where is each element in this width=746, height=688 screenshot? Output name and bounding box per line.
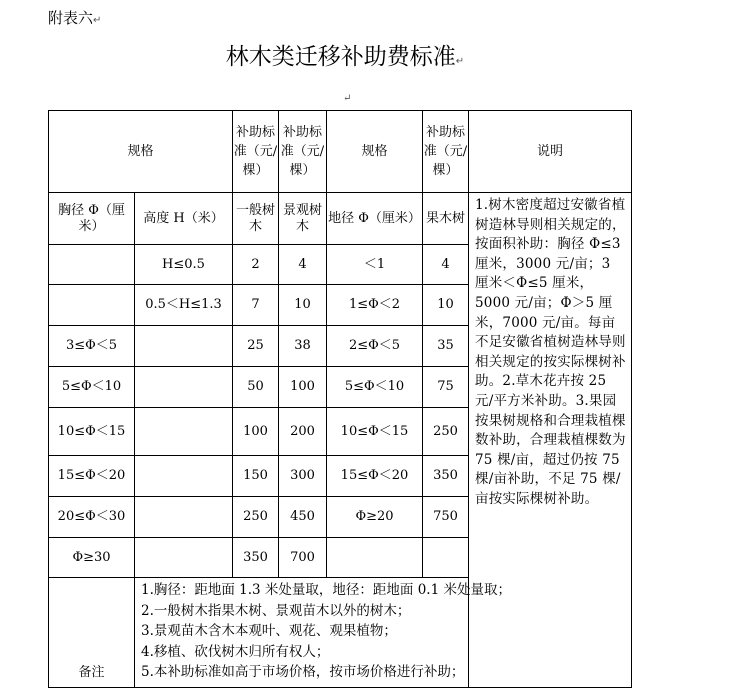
cell-height bbox=[135, 497, 233, 538]
cell-ground-diameter: 10≤Φ＜15 bbox=[327, 408, 423, 456]
cell-fruit: 75 bbox=[423, 367, 469, 408]
cell-ground-diameter: 5≤Φ＜10 bbox=[327, 367, 423, 408]
subheader-general: 一般树木 bbox=[233, 193, 279, 245]
cell-height: H≤0.5 bbox=[135, 245, 233, 285]
cell-diameter: 3≤Φ＜5 bbox=[49, 326, 135, 367]
cell-ground-diameter: 1≤Φ＜2 bbox=[327, 285, 423, 326]
cell-diameter: Φ≥30 bbox=[49, 538, 135, 578]
header-notes: 说明 bbox=[469, 111, 632, 193]
cell-ground-diameter: 15≤Φ＜20 bbox=[327, 456, 423, 497]
cell-ground-diameter: ＜1 bbox=[327, 245, 423, 285]
notes-cell: 1.树木密度超过安徽省植树造林导则相关规定的，按面积补助：胸径 Φ≤3 厘米，3000 元/亩；3 厘米＜Φ≤5 厘米，5000 元/亩；Φ＞5 厘米，7000 元/亩。每亩不足安徽省植树造林导则相关规定的按实际棵树补助。2.草木花卉按 25 元/平方米补助。3.果园按果树规格和合理栽植棵数补助，合理栽植棵数为 75 棵/亩，超过仍按 75 棵/亩补助，不足 75 棵/亩按实际棵树补助。 bbox=[469, 193, 632, 688]
cell-ground-diameter: Φ≥20 bbox=[327, 497, 423, 538]
cell-general: 350 bbox=[233, 538, 279, 578]
cell-general: 100 bbox=[233, 408, 279, 456]
cell-general: 2 bbox=[233, 245, 279, 285]
cell-ground-diameter: 2≤Φ＜5 bbox=[327, 326, 423, 367]
header-standard-landscape: 补助标准（元/棵） bbox=[279, 111, 327, 193]
cell-fruit: 10 bbox=[423, 285, 469, 326]
cell-landscape: 100 bbox=[279, 367, 327, 408]
paragraph-mark-icon: ↵ bbox=[343, 93, 352, 104]
cell-height bbox=[135, 538, 233, 578]
cell-landscape: 450 bbox=[279, 497, 327, 538]
cell-fruit bbox=[423, 538, 469, 578]
cell-general: 7 bbox=[233, 285, 279, 326]
cell-diameter: 15≤Φ＜20 bbox=[49, 456, 135, 497]
remark-line: 2.一般树木指果木树、景观苗木以外的树木； bbox=[141, 602, 411, 619]
remark-line: 1.胸径：距地面 1.3 米处量取，地径：距地面 0.1 米处量取； bbox=[141, 582, 511, 598]
remark-line: 5.本补助标准如高于市场价格，按市场价格进行补助； bbox=[141, 664, 465, 680]
cell-fruit: 350 bbox=[423, 456, 469, 497]
paragraph-mark-icon: ↵ bbox=[455, 56, 465, 67]
header-standard-general: 补助标准（元/棵） bbox=[233, 111, 279, 193]
subheader-landscape: 景观树木 bbox=[279, 193, 327, 245]
cell-diameter bbox=[49, 285, 135, 326]
cell-general: 150 bbox=[233, 456, 279, 497]
header-standard-fruit: 补助标准（元/棵） bbox=[423, 111, 469, 193]
cell-diameter: 20≤Φ＜30 bbox=[49, 497, 135, 538]
cell-diameter: 10≤Φ＜15 bbox=[49, 408, 135, 456]
header-row bbox=[49, 111, 632, 193]
cell-landscape: 200 bbox=[279, 408, 327, 456]
cell-landscape: 300 bbox=[279, 456, 327, 497]
cell-landscape: 10 bbox=[279, 285, 327, 326]
cell-height bbox=[135, 326, 233, 367]
cell-fruit: 4 bbox=[423, 245, 469, 285]
subheader-height: 高度 H（米） bbox=[135, 193, 233, 245]
subheader-fruit: 果木树 bbox=[423, 193, 469, 245]
cell-general: 250 bbox=[233, 497, 279, 538]
appendix-label: 附表六↵ bbox=[48, 9, 102, 27]
cell-general: 25 bbox=[233, 326, 279, 367]
cell-fruit: 35 bbox=[423, 326, 469, 367]
remarks-row bbox=[49, 578, 632, 688]
paragraph-mark-icon: ↵ bbox=[93, 15, 102, 26]
subheader-diameter: 胸径 Φ（厘米） bbox=[49, 193, 135, 245]
header-spec: 规格 bbox=[49, 111, 233, 193]
subsidy-table bbox=[48, 110, 632, 688]
cell-height: 0.5＜H≤1.3 bbox=[135, 285, 233, 326]
cell-landscape: 4 bbox=[279, 245, 327, 285]
remark-line: 3.景观苗木含木本观叶、观花、观果植物； bbox=[141, 623, 397, 639]
document-title: 林木类迁移补助费标准↵ bbox=[225, 44, 465, 70]
cell-ground-diameter bbox=[327, 538, 423, 578]
remarks-cell bbox=[135, 578, 632, 688]
cell-general: 50 bbox=[233, 367, 279, 408]
cell-fruit: 250 bbox=[423, 408, 469, 456]
subheader-ground-diameter: 地径 Φ（厘米） bbox=[327, 193, 423, 245]
header-spec-2: 规格 bbox=[327, 111, 423, 193]
subheader-row bbox=[49, 193, 632, 245]
cell-height bbox=[135, 367, 233, 408]
remark-line: 4.移植、砍伐树木归所有权人； bbox=[141, 643, 330, 660]
remarks-label: 备注 bbox=[49, 578, 135, 688]
cell-height bbox=[135, 456, 233, 497]
cell-diameter: 5≤Φ＜10 bbox=[49, 367, 135, 408]
cell-landscape: 700 bbox=[279, 538, 327, 578]
cell-fruit: 750 bbox=[423, 497, 469, 538]
cell-diameter bbox=[49, 245, 135, 285]
cell-height bbox=[135, 408, 233, 456]
cell-landscape: 38 bbox=[279, 326, 327, 367]
